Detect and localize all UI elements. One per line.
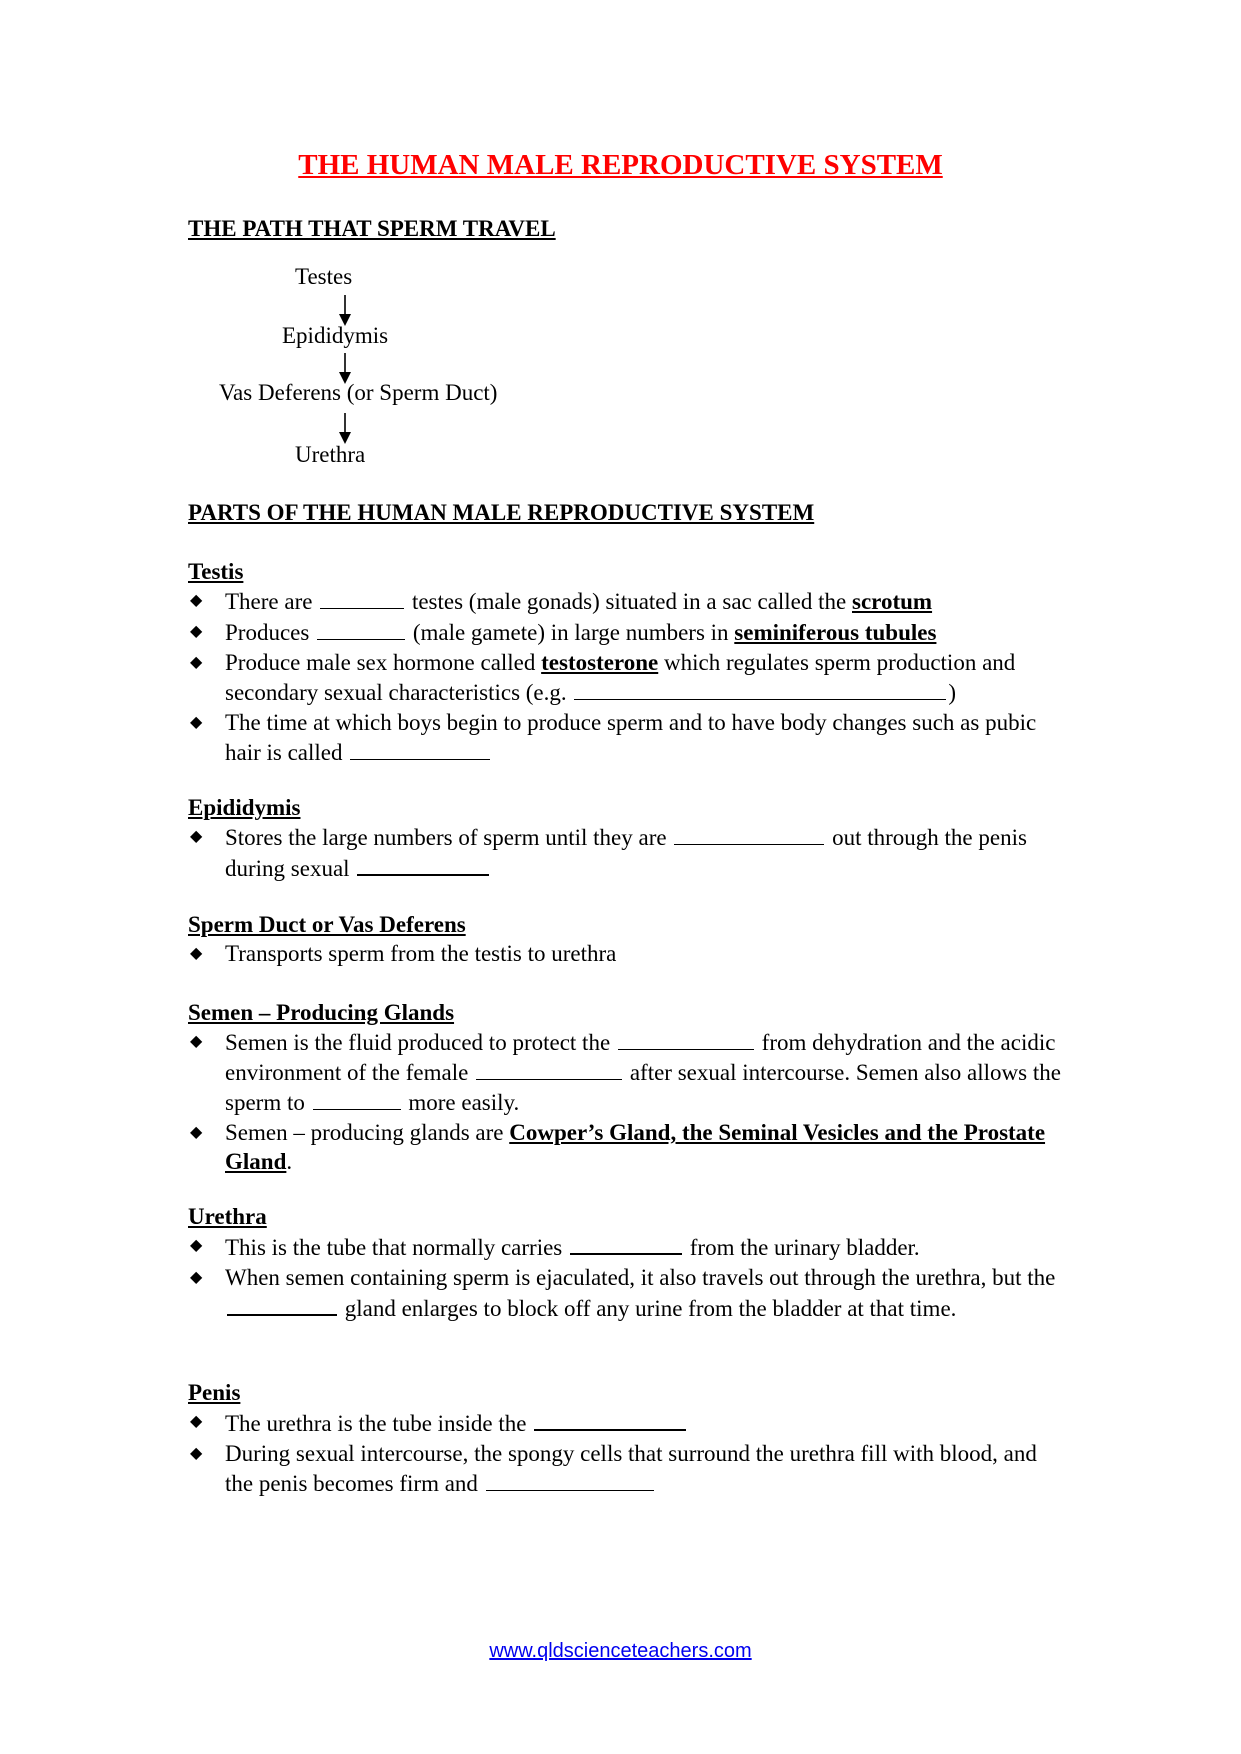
list-item: ◆ There are testes (male gonads) situated in a sac called the scrotum (188, 586, 1068, 616)
page-title: THE HUMAN MALE REPRODUCTIVE SYSTEM (298, 149, 943, 181)
list-item: ◆ Transports sperm from the testis to urethra (190, 941, 617, 966)
sperm-duct-list (188, 939, 1068, 969)
diamond-bullet-icon: ◆ (190, 1124, 203, 1141)
diamond-bullet-icon: ◆ (190, 1445, 203, 1462)
path-heading: THE PATH THAT SPERM TRAVEL (188, 216, 556, 241)
diamond-bullet-icon: ◆ (190, 1237, 203, 1254)
diamond-bullet-icon: ◆ (190, 1413, 203, 1430)
diamond-bullet-icon: ◆ (190, 828, 203, 845)
list-item: ◆ When semen containing sperm is ejaculated, it also travels out through the urethra, but the gland enlarges to block off any urine from the bladder at that time. (190, 1265, 1056, 1321)
diamond-bullet-icon: ◆ (190, 714, 203, 731)
semen-list (188, 1027, 1068, 1177)
diamond-bullet-icon: ◆ (190, 945, 203, 962)
diamond-bullet-icon: ◆ (190, 654, 203, 671)
epididymis-heading: Epididymis (188, 795, 301, 820)
blank-field[interactable] (476, 1057, 622, 1080)
semen-heading: Semen – Producing Glands (188, 1000, 455, 1025)
flow-step-vas-deferens: Vas Deferens (or Sperm Duct) (219, 380, 498, 405)
list-item: ◆ Stores the large numbers of sperm until they are out through the penis during sexual (188, 822, 1068, 883)
list-item: ◆ The time at which boys begin to produce sperm and to have body changes such as pubic hair is called (190, 710, 1037, 765)
urethra-list (188, 1231, 1068, 1324)
penis-heading: Penis (188, 1380, 241, 1405)
testis-list (188, 586, 1068, 768)
diamond-bullet-icon: ◆ (190, 1033, 203, 1050)
diamond-bullet-icon: ◆ (190, 1269, 203, 1286)
blank-field[interactable] (674, 822, 824, 845)
penis-list (188, 1407, 1068, 1499)
blank-field[interactable] (574, 677, 946, 700)
list-item: ◆ Produces (male gamete) in large numbers in seminiferous tubules (188, 617, 1068, 647)
diamond-bullet-icon: ◆ (190, 623, 203, 640)
blank-field[interactable] (618, 1027, 754, 1050)
blank-field[interactable] (350, 737, 490, 760)
blank-field[interactable] (227, 1292, 337, 1316)
testis-heading: Testis (188, 559, 244, 584)
flow-step-testes: Testes (295, 264, 353, 289)
epididymis-list (188, 822, 1068, 884)
blank-field[interactable] (570, 1231, 682, 1255)
blank-field[interactable] (320, 586, 404, 609)
diamond-bullet-icon: ◆ (190, 592, 203, 609)
sperm-path-flowchart (188, 262, 688, 472)
footer-link[interactable]: www.qldscienceteachers.com (489, 1640, 752, 1662)
list-item: ◆ This is the tube that normally carries from the urinary bladder. (188, 1231, 1068, 1262)
flow-step-epididymis: Epididymis (282, 323, 389, 348)
blank-field[interactable] (317, 617, 405, 640)
list-item: ◆ The urethra is the tube inside the (188, 1407, 1068, 1438)
sperm-duct-heading: Sperm Duct or Vas Deferens (188, 912, 466, 937)
blank-field[interactable] (313, 1087, 401, 1110)
parts-heading: PARTS OF THE HUMAN MALE REPRODUCTIVE SYSTEM (188, 500, 815, 525)
flow-step-urethra: Urethra (295, 442, 366, 467)
list-item: ◆ Produce male sex hormone called testosterone which regulates sperm production and secondary sexual characteristics (e.g. ) (190, 650, 1016, 705)
urethra-heading: Urethra (188, 1204, 267, 1229)
list-item: ◆ Semen is the fluid produced to protect the from dehydration and the acidic environment of the female after sexual intercourse. Semen also allows the sperm to more easily. (188, 1027, 1068, 1117)
blank-field[interactable] (357, 852, 489, 876)
list-item: ◆ During sexual intercourse, the spongy cells that surround the urethra fill with blood, and the penis becomes firm and (190, 1441, 1037, 1496)
blank-field[interactable] (534, 1407, 686, 1431)
blank-field[interactable] (486, 1468, 654, 1491)
list-item: ◆ Semen – producing glands are Cowper’s Gland, the Seminal Vesicles and the Prostate Gland. (190, 1120, 1046, 1174)
